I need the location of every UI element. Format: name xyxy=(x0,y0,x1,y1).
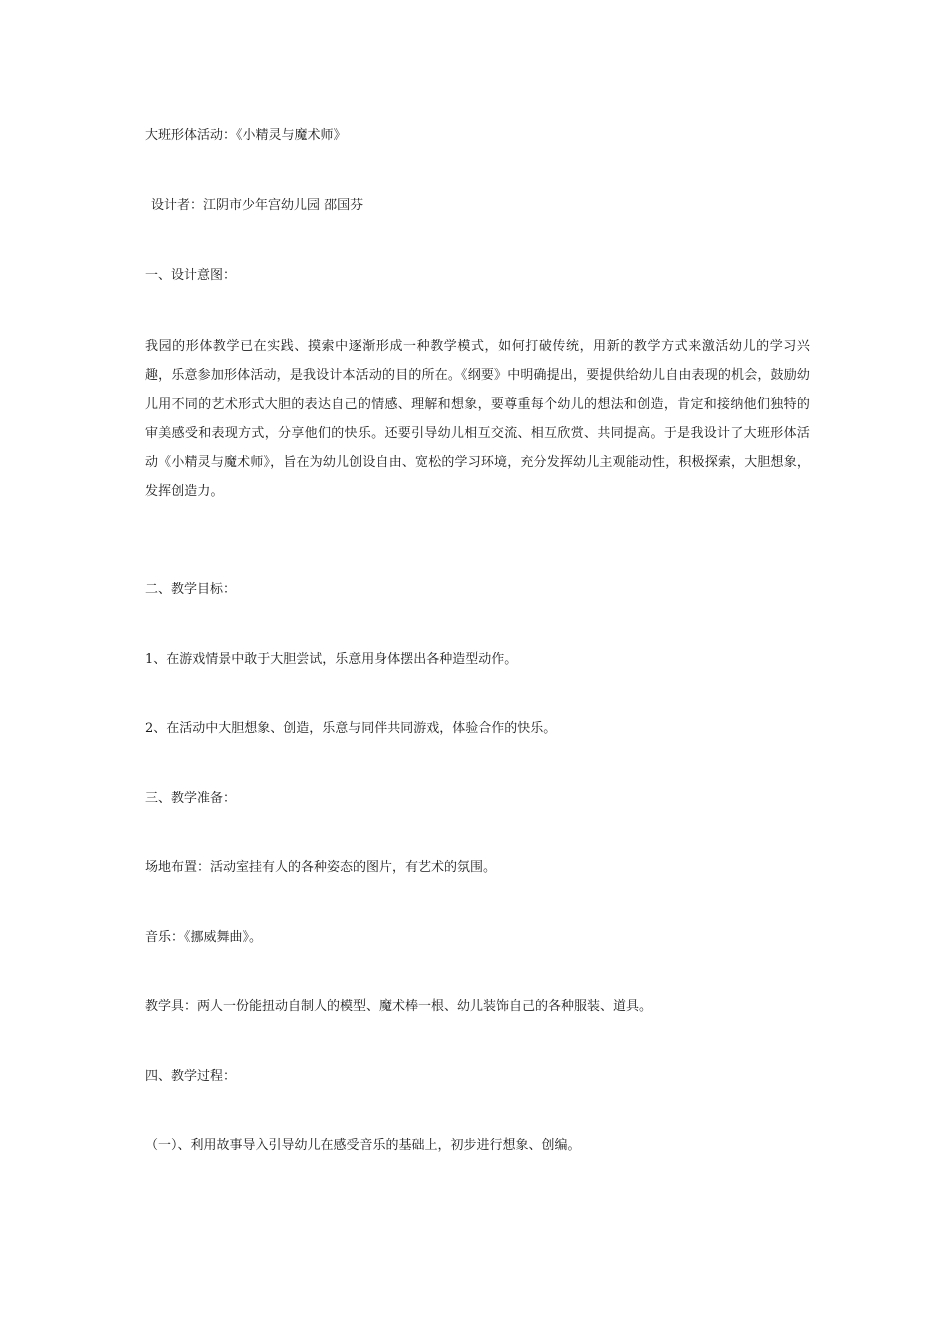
section-heading-teaching-goals: 二、教学目标： xyxy=(145,582,237,597)
prep-venue: 场地布置：活动室挂有人的各种姿态的图片，有艺术的氛围。 xyxy=(145,860,497,875)
document-title: 大班形体活动：《小精灵与魔术师》 xyxy=(145,128,347,143)
designer-line: 设计者：江阴市少年宫幼儿园 邵国芬 xyxy=(151,198,364,213)
section-heading-teaching-prep: 三、教学准备： xyxy=(145,791,237,806)
design-intent-paragraph: 我园的形体教学已在实践、摸索中逐渐形成一种教学模式，如何打破传统，用新的教学方式来激活幼儿的学习兴趣，乐意参加形体活动，是我设计本活动的目的所在。《纲要》中明确提出，要提供给幼儿自由表现的机会，鼓励幼儿用不同的艺术形式大胆的表达自己的情感、理解和想象，要尊重每个幼儿的想法和创造，肯定和接纳他们独特的审美感受和表现方式，分享他们的快乐。还要引导幼儿相互交流、相互欣赏、共同提高。于是我设计了大班形体活动《小精灵与魔术师》，旨在为幼儿创设自由、宽松的学习环境，充分发挥幼儿主观能动性，积极探索，大胆想象，发挥创造力。 xyxy=(145,339,810,499)
section-heading-teaching-process: 四、教学过程： xyxy=(145,1069,237,1084)
prep-tools: 教学具：两人一份能扭动自制人的模型、魔术棒一根、幼儿装饰自己的各种服装、道具。 xyxy=(145,999,653,1014)
prep-music: 音乐：《挪威舞曲》。 xyxy=(145,930,263,945)
process-step-1: （一）、利用故事导入引导幼儿在感受音乐的基础上，初步进行想象、创编。 xyxy=(145,1138,581,1153)
goal-item-2: 2、在活动中大胆想象、创造，乐意与同伴共同游戏，体验合作的快乐。 xyxy=(145,721,557,736)
section-heading-design-intent: 一、设计意图： xyxy=(145,268,237,283)
goal-item-1: 1、在游戏情景中敢于大胆尝试，乐意用身体摆出各种造型动作。 xyxy=(145,652,518,667)
